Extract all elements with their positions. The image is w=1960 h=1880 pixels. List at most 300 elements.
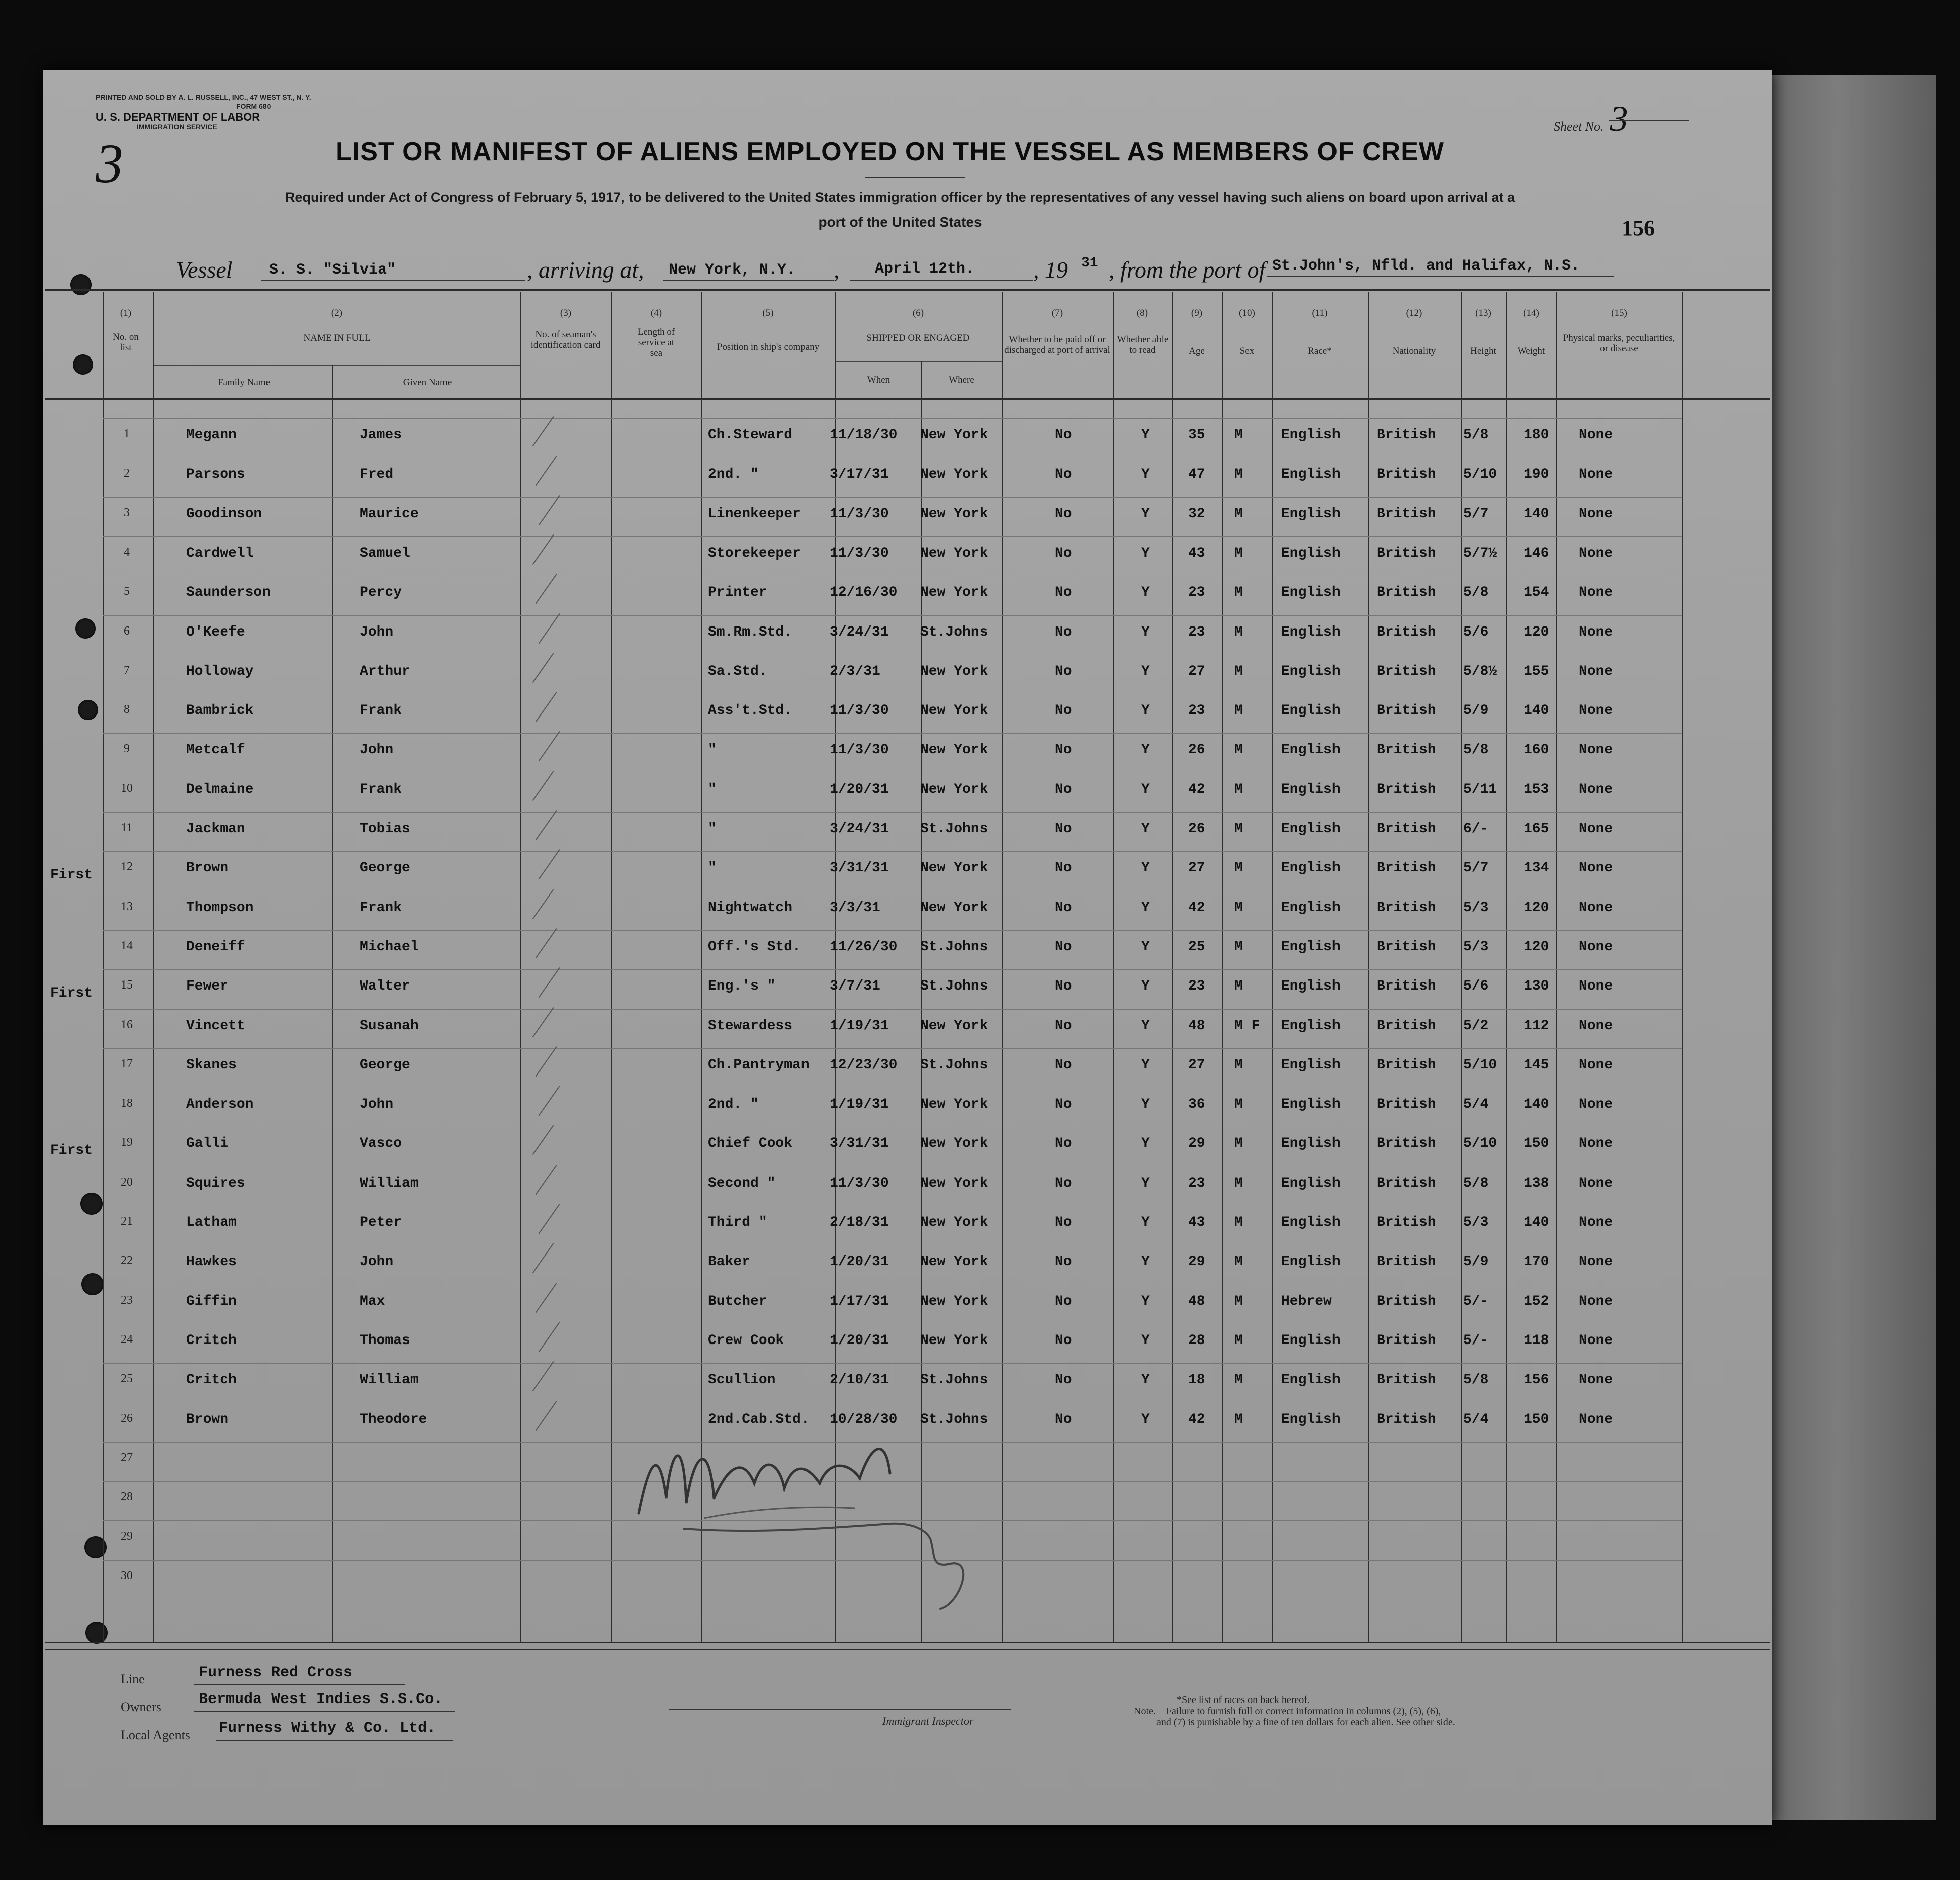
cell-family: Saunderson	[186, 585, 271, 600]
cell-when: 12/16/30	[830, 585, 898, 600]
cell-paid: No	[1055, 624, 1072, 640]
page-edge-strip	[1772, 75, 1936, 1820]
cell-weight: 140	[1524, 703, 1549, 719]
cell-paid: No	[1055, 821, 1072, 837]
cell-paid: No	[1055, 1254, 1072, 1270]
cell-marks: None	[1579, 782, 1613, 797]
cell-weight: 180	[1524, 427, 1549, 443]
cell-weight: 155	[1524, 664, 1549, 679]
cell-race: English	[1281, 742, 1341, 758]
cell-height: 5/8	[1463, 585, 1489, 600]
cell-race: English	[1281, 1372, 1341, 1388]
cell-paid: No	[1055, 1333, 1072, 1349]
col7-number: (7)	[1051, 308, 1063, 318]
cell-given: Theodore	[360, 1412, 427, 1427]
cell-given: Peter	[360, 1215, 402, 1230]
line-value: Furness Red Cross	[199, 1664, 353, 1681]
row-number: 29	[121, 1530, 133, 1543]
cell-height: 5/10	[1463, 1136, 1497, 1151]
cell-when: 3/3/31	[830, 900, 880, 916]
cell-paid: No	[1055, 1136, 1072, 1151]
cell-paid: No	[1055, 1097, 1072, 1112]
cell-height: 5/4	[1463, 1097, 1489, 1112]
cell-where: New York	[920, 1176, 988, 1191]
row-rule	[103, 812, 1682, 813]
cell-position: Printer	[708, 585, 767, 600]
sheet-number-underline	[1609, 120, 1689, 121]
cell-family: Thompson	[186, 900, 254, 916]
cell-height: 6/-	[1463, 821, 1489, 837]
col5-header: Position in ship's company	[717, 342, 820, 352]
row-number: 30	[121, 1569, 133, 1582]
col2-header: NAME IN FULL	[303, 333, 371, 343]
cell-given: Tobias	[360, 821, 410, 837]
cell-given: Samuel	[360, 546, 410, 561]
cell-weight: 153	[1524, 782, 1549, 797]
cell-position: Second "	[708, 1176, 776, 1191]
cell-when: 3/31/31	[830, 860, 889, 876]
row-number: 27	[121, 1451, 133, 1464]
column-line	[332, 365, 333, 1642]
agents-label: Local Agents	[121, 1728, 190, 1742]
cell-sex: M	[1234, 782, 1243, 797]
cell-paid: No	[1055, 467, 1072, 482]
cell-weight: 150	[1524, 1412, 1549, 1427]
cell-weight: 170	[1524, 1254, 1549, 1270]
cell-sex: M	[1234, 1097, 1243, 1112]
cell-given: William	[360, 1372, 419, 1388]
cell-paid: No	[1055, 900, 1072, 916]
cell-given: Max	[360, 1294, 385, 1309]
col14-header: Weight	[1517, 346, 1545, 356]
cell-where: St.Johns	[920, 624, 988, 640]
cell-given: James	[360, 427, 402, 443]
column-line	[153, 292, 154, 1642]
col4-number: (4)	[650, 308, 662, 318]
cell-given: Frank	[360, 703, 402, 719]
cell-read: Y	[1141, 624, 1150, 640]
cell-nat: British	[1377, 1372, 1436, 1388]
cell-when: 3/24/31	[830, 624, 889, 640]
cell-sex: M	[1234, 1057, 1243, 1073]
row-number: 3	[124, 506, 130, 519]
column-line	[1272, 292, 1273, 1642]
col2-number: (2)	[331, 308, 343, 318]
cell-sex: M	[1234, 860, 1243, 876]
subtitle-line-2: port of the United States	[818, 214, 982, 230]
column-line	[1556, 292, 1557, 1642]
cell-marks: None	[1579, 1254, 1613, 1270]
cell-given: Frank	[360, 782, 402, 797]
cell-paid: No	[1055, 427, 1072, 443]
cell-nat: British	[1377, 860, 1436, 876]
cell-read: Y	[1141, 1372, 1150, 1388]
cell-height: 5/8½	[1463, 664, 1497, 679]
cell-nat: British	[1377, 1018, 1436, 1034]
col6-header: SHIPPED OR ENGAGED	[866, 333, 970, 343]
cell-when: 2/10/31	[830, 1372, 889, 1388]
cell-height: 5/7½	[1463, 546, 1497, 561]
cell-sex: M	[1234, 624, 1243, 640]
col2a-header: Family Name	[218, 377, 270, 388]
cell-marks: None	[1579, 860, 1613, 876]
cell-when: 1/20/31	[830, 1333, 889, 1349]
page-title: LIST OR MANIFEST OF ALIENS EMPLOYED ON THE VESSEL AS MEMBERS OF CREW	[336, 137, 1444, 166]
cell-age: 23	[1188, 1176, 1205, 1191]
cell-height: 5/6	[1463, 624, 1489, 640]
cell-age: 26	[1188, 742, 1205, 758]
col2b-header: Given Name	[403, 377, 452, 388]
cell-height: 5/8	[1463, 742, 1489, 758]
cell-read: Y	[1141, 703, 1150, 719]
row-number: 5	[124, 585, 130, 598]
cell-position: "	[708, 742, 717, 758]
cell-race: English	[1281, 1412, 1341, 1427]
cell-given: John	[360, 624, 394, 640]
cell-position: "	[708, 821, 717, 837]
cell-given: Maurice	[360, 506, 419, 522]
row-number: 16	[121, 1018, 133, 1031]
col11-number: (11)	[1312, 308, 1328, 318]
cell-age: 42	[1188, 900, 1205, 916]
col8-number: (8)	[1136, 308, 1148, 318]
cell-where: New York	[920, 546, 988, 561]
cell-given: George	[360, 1057, 410, 1073]
cell-race: English	[1281, 427, 1341, 443]
cell-age: 23	[1188, 585, 1205, 600]
cell-nat: British	[1377, 1057, 1436, 1073]
arriving-place: New York, N.Y.	[669, 261, 796, 279]
col14-number: (14)	[1523, 308, 1539, 318]
row-number: 23	[121, 1294, 133, 1307]
cell-age: 43	[1188, 1215, 1205, 1230]
cell-position: Scullion	[708, 1372, 776, 1388]
cell-position: Stewardess	[708, 1018, 793, 1034]
cell-race: English	[1281, 900, 1341, 916]
col6b-header: Where	[949, 375, 974, 385]
cell-age: 29	[1188, 1254, 1205, 1270]
cell-given: John	[360, 1254, 394, 1270]
cell-weight: 140	[1524, 1215, 1549, 1230]
cell-family: Holloway	[186, 664, 254, 679]
cell-age: 42	[1188, 1412, 1205, 1427]
cell-family: O'Keefe	[186, 624, 245, 640]
department-name: U. S. DEPARTMENT OF LABOR	[96, 111, 260, 123]
cell-given: Arthur	[360, 664, 410, 679]
cell-age: 23	[1188, 703, 1205, 719]
cell-when: 11/3/30	[830, 506, 889, 522]
cell-height: 5/3	[1463, 900, 1489, 916]
cell-weight: 152	[1524, 1294, 1549, 1309]
cell-race: English	[1281, 1254, 1341, 1270]
cell-where: New York	[920, 703, 988, 719]
cell-race: English	[1281, 703, 1341, 719]
column-line	[1682, 292, 1683, 1642]
cell-age: 48	[1188, 1294, 1205, 1309]
cell-nat: British	[1377, 427, 1436, 443]
cell-when: 12/23/30	[830, 1057, 898, 1073]
cell-family: Brown	[186, 860, 229, 876]
row-number: 21	[121, 1215, 133, 1228]
cell-nat: British	[1377, 1097, 1436, 1112]
row-number: 25	[121, 1372, 133, 1385]
cell-marks: None	[1579, 585, 1613, 600]
cell-weight: 120	[1524, 624, 1549, 640]
cell-paid: No	[1055, 1412, 1072, 1427]
row-rule	[103, 1363, 1682, 1364]
cell-marks: None	[1579, 467, 1613, 482]
cell-race: English	[1281, 1215, 1341, 1230]
cell-where: New York	[920, 1215, 988, 1230]
cell-when: 3/7/31	[830, 978, 880, 994]
row-number: 20	[121, 1176, 133, 1189]
col2-subheader-rule	[153, 365, 520, 366]
column-line	[1172, 292, 1173, 1642]
cell-weight: 138	[1524, 1176, 1549, 1191]
row-rule	[103, 930, 1682, 931]
row-number: 10	[121, 782, 133, 795]
cell-given: Michael	[360, 939, 419, 955]
row-number: 9	[124, 742, 130, 755]
cell-race: Hebrew	[1281, 1294, 1332, 1309]
cell-where: St.Johns	[920, 1057, 988, 1073]
column-line	[103, 292, 104, 1642]
row-rule	[103, 851, 1682, 852]
column-line	[1113, 292, 1114, 1642]
cell-where: New York	[920, 506, 988, 522]
cell-read: Y	[1141, 585, 1150, 600]
cell-age: 18	[1188, 1372, 1205, 1388]
cell-nat: British	[1377, 624, 1436, 640]
col12-header: Nationality	[1392, 346, 1436, 356]
cell-race: English	[1281, 1018, 1341, 1034]
cell-where: New York	[920, 427, 988, 443]
cell-position: Butcher	[708, 1294, 767, 1309]
cell-when: 1/17/31	[830, 1294, 889, 1309]
cell-family: Fewer	[186, 978, 229, 994]
cell-nat: British	[1377, 664, 1436, 679]
cell-nat: British	[1377, 1136, 1436, 1151]
cell-sex: M	[1234, 939, 1243, 955]
cell-position: "	[708, 860, 717, 876]
penalty-note-1: Note.—Failure to furnish full or correct information in columns (2), (5), (6),	[1134, 1706, 1441, 1717]
cell-weight: 145	[1524, 1057, 1549, 1073]
cell-where: St.Johns	[920, 1372, 988, 1388]
column-line	[1506, 292, 1507, 1642]
title-rule	[865, 177, 965, 178]
cell-race: English	[1281, 978, 1341, 994]
margin-note: First	[50, 1143, 93, 1158]
column-line	[611, 292, 612, 1642]
from-port-underline	[1267, 276, 1614, 277]
sheet-number-block	[1554, 98, 1628, 140]
cell-paid: No	[1055, 742, 1072, 758]
cell-given: Frank	[360, 900, 402, 916]
cell-family: Deneiff	[186, 939, 245, 955]
cell-marks: None	[1579, 1018, 1613, 1034]
cell-paid: No	[1055, 1057, 1072, 1073]
cell-nat: British	[1377, 506, 1436, 522]
cell-height: 5/8	[1463, 427, 1489, 443]
cell-nat: British	[1377, 978, 1436, 994]
cell-race: English	[1281, 585, 1341, 600]
row-rule	[103, 497, 1682, 498]
col7-header: Whether to be paid off or discharged at port of arrival	[1004, 334, 1110, 355]
cell-weight: 130	[1524, 978, 1549, 994]
cell-read: Y	[1141, 1294, 1150, 1309]
cell-age: 42	[1188, 782, 1205, 797]
cell-sex: M	[1234, 1294, 1243, 1309]
line-value-underline	[194, 1684, 405, 1685]
cell-marks: None	[1579, 1176, 1613, 1191]
row-number: 1	[124, 427, 130, 440]
cell-race: English	[1281, 860, 1341, 876]
cell-family: Jackman	[186, 821, 245, 837]
cell-marks: None	[1579, 742, 1613, 758]
cell-read: Y	[1141, 1018, 1150, 1034]
cell-marks: None	[1579, 506, 1613, 522]
cell-nat: British	[1377, 585, 1436, 600]
cell-position: Sa.Std.	[708, 664, 767, 679]
cell-marks: None	[1579, 546, 1613, 561]
cell-read: Y	[1141, 546, 1150, 561]
cell-sex: M	[1234, 1136, 1243, 1151]
cell-weight: 112	[1524, 1018, 1549, 1034]
cell-when: 2/3/31	[830, 664, 880, 679]
cell-where: St.Johns	[920, 1412, 988, 1427]
cell-marks: None	[1579, 821, 1613, 837]
row-rule	[103, 615, 1682, 616]
col13-header: Height	[1470, 346, 1496, 356]
cell-weight: 118	[1524, 1333, 1549, 1349]
agents-value-underline	[216, 1740, 453, 1741]
cell-marks: None	[1579, 624, 1613, 640]
cell-height: 5/10	[1463, 467, 1497, 482]
cell-sex: M	[1234, 742, 1243, 758]
cell-given: William	[360, 1176, 419, 1191]
cell-family: Metcalf	[186, 742, 245, 758]
cell-paid: No	[1055, 1372, 1072, 1388]
cell-when: 1/19/31	[830, 1018, 889, 1034]
cell-where: St.Johns	[920, 978, 988, 994]
row-rule	[103, 418, 1682, 419]
cell-when: 2/18/31	[830, 1215, 889, 1230]
owners-label: Owners	[121, 1699, 161, 1714]
cell-height: 5/11	[1463, 782, 1497, 797]
cell-height: 5/-	[1463, 1333, 1489, 1349]
row-rule	[103, 969, 1682, 970]
date-comma: ,	[834, 257, 840, 283]
cell-weight: 154	[1524, 585, 1549, 600]
cell-sex: M	[1234, 1372, 1243, 1388]
cell-position: "	[708, 782, 717, 797]
column-line	[1461, 292, 1462, 1642]
cell-sex: M	[1234, 821, 1243, 837]
cell-weight: 165	[1524, 821, 1549, 837]
cell-race: English	[1281, 1097, 1341, 1112]
cell-position: Linenkeeper	[708, 506, 801, 522]
cell-sex: M	[1234, 1215, 1243, 1230]
cell-family: Cardwell	[186, 546, 254, 561]
cell-sex: M	[1234, 1176, 1243, 1191]
cell-read: Y	[1141, 1412, 1150, 1427]
col6a-header: When	[867, 375, 890, 385]
cell-age: 29	[1188, 1136, 1205, 1151]
cell-race: English	[1281, 546, 1341, 561]
col10-header: Sex	[1239, 346, 1255, 356]
cell-race: English	[1281, 1136, 1341, 1151]
cell-weight: 134	[1524, 860, 1549, 876]
cell-given: John	[360, 1097, 394, 1112]
cell-read: Y	[1141, 978, 1150, 994]
cell-paid: No	[1055, 703, 1072, 719]
cell-nat: British	[1377, 782, 1436, 797]
cell-nat: British	[1377, 821, 1436, 837]
cell-height: 5/8	[1463, 1176, 1489, 1191]
vessel-name-underline	[261, 280, 525, 281]
cell-family: Brown	[186, 1412, 229, 1427]
col6-number: (6)	[912, 308, 924, 318]
cell-where: St.Johns	[920, 939, 988, 955]
cell-family: Skanes	[186, 1057, 237, 1073]
cell-weight: 140	[1524, 506, 1549, 522]
cell-sex: M	[1234, 467, 1243, 482]
cell-nat: British	[1377, 1215, 1436, 1230]
row-number: 24	[121, 1333, 133, 1346]
cell-marks: None	[1579, 703, 1613, 719]
cell-family: Hawkes	[186, 1254, 237, 1270]
cell-sex: M	[1234, 1412, 1243, 1427]
cell-paid: No	[1055, 782, 1072, 797]
arrival-date-underline	[850, 280, 1033, 281]
col4-header: Length of service at sea	[637, 327, 675, 359]
cell-race: English	[1281, 1176, 1341, 1191]
cell-paid: No	[1055, 1018, 1072, 1034]
cell-read: Y	[1141, 900, 1150, 916]
cell-marks: None	[1579, 664, 1613, 679]
cell-where: St.Johns	[920, 821, 988, 837]
year-suffix: 31	[1081, 255, 1098, 271]
cell-where: New York	[920, 1018, 988, 1034]
sheet-label: Sheet No.	[1554, 119, 1604, 134]
row-number: 19	[121, 1136, 133, 1149]
col3-number: (3)	[560, 308, 572, 318]
margin-note: First	[50, 986, 93, 1001]
cell-nat: British	[1377, 467, 1436, 482]
line-label: Line	[121, 1672, 145, 1686]
col1-number: (1)	[120, 308, 132, 318]
owners-value-underline	[194, 1711, 455, 1712]
margin-note: First	[50, 867, 93, 883]
vessel-label: Vessel	[176, 257, 233, 283]
cell-age: 27	[1188, 1057, 1205, 1073]
cell-age: 27	[1188, 664, 1205, 679]
cell-paid: No	[1055, 506, 1072, 522]
row-number: 6	[124, 624, 130, 638]
vessel-name: S. S. "Silvia"	[269, 261, 396, 279]
cell-when: 1/20/31	[830, 1254, 889, 1270]
column-line	[520, 292, 521, 1642]
cell-weight: 146	[1524, 546, 1549, 561]
cell-where: New York	[920, 742, 988, 758]
cell-when: 11/3/30	[830, 742, 889, 758]
cell-paid: No	[1055, 585, 1072, 600]
col12-number: (12)	[1406, 308, 1422, 318]
row-number: 14	[121, 939, 133, 952]
row-number: 2	[124, 467, 130, 480]
cell-height: 5/9	[1463, 1254, 1489, 1270]
cell-marks: None	[1579, 978, 1613, 994]
